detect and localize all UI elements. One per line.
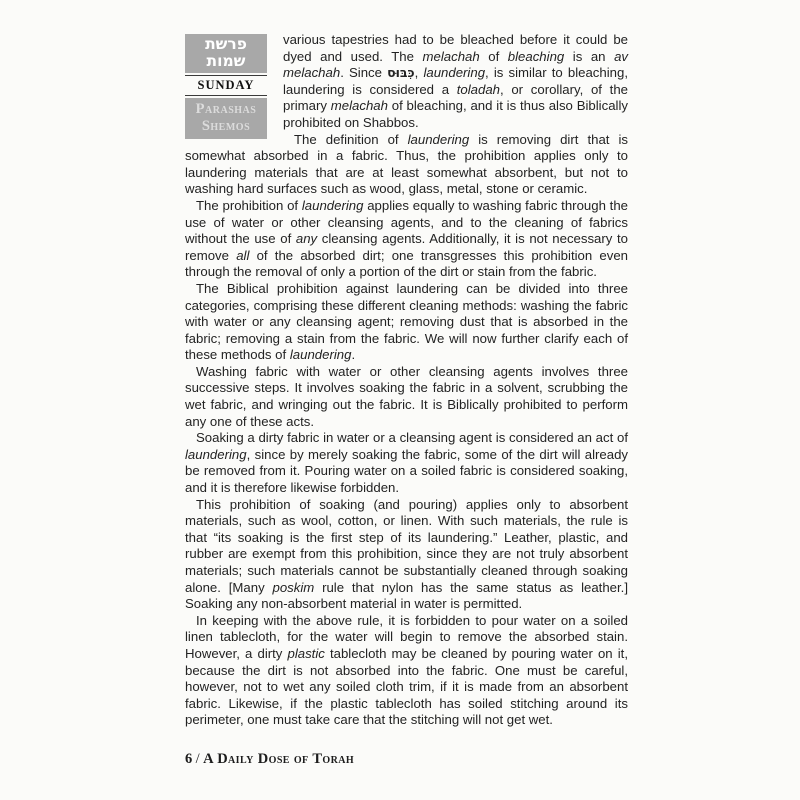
paragraph: This prohibition of soaking (and pouring) applies only to absorbent materials, such as wool, cotton, or linen. With such materials, the rule is that “its soaking is the first step of its laundering.” Leather, plastic, and rubber are exempt from this prohibition, since they are not truly absorbent materials; such materials cannot be substantially cleaned through soaking alone. [Many poskim rule that nylon has the same status as leather.] Soaking any non-absorbent material in water is permitted. [185, 496, 628, 612]
paragraph: Soaking a dirty fabric in water or a cleansing agent is considered an act of laundering, since by merely soaking the fabric, some of the dirt will already be removed from it. Pouring water on a soiled fabric is considered soaking, and it is therefore likewise forbidden. [185, 430, 628, 496]
paragraph: The prohibition of laundering applies equally to washing fabric through the use of water or other cleansing agents, and to the cleaning of fabrics without the use of any cleansing agents. Additionally, it is not necessary to remove all of the absorbed dirt; one transgresses this prohibition even through the removal of only a portion of the dirt or stain from the fabric. [185, 197, 629, 280]
parashah-english-line: Parashas [195, 101, 257, 117]
paragraph: various tapestries had to be bleached before it could be dyed and used. The melachah of bleaching is an av melachah. Since כִּבּוּס, laundering, is similar to bleaching, laundering is considered a toladah, or corollary, of the primary melachah of bleaching, and it is thus also Biblically prohibited on Shabbos. [283, 32, 629, 130]
page-footer [185, 751, 354, 768]
parashah-english-box [185, 98, 267, 139]
day-label: SUNDAY [197, 78, 255, 92]
article-text [185, 32, 628, 729]
paragraph: Washing fabric with water or other cleansing agents involves three successive steps. It involves soaking the fabric in a solvent, scrubbing the wet fabric, and wringing out the fabric. It is Biblically prohibited to perform any one of these acts. [185, 363, 628, 429]
parashah-hebrew-line: פרשת [205, 35, 247, 53]
divider [185, 75, 267, 76]
page-number: 6 [185, 751, 193, 767]
paragraph: The Biblical prohibition against laundering can be divided into three categories, comprising these different cleaning methods: washing the fabric with water or any cleansing agent; removing dust that is absorbed in the fabric; removing a stain from the fabric. We will now further clarify each of these methods of laundering. [185, 280, 628, 363]
divider [185, 95, 267, 96]
footer-separator: / [195, 751, 201, 767]
hebrew-term: כִּבּוּס [387, 65, 415, 81]
parashah-sidebar [185, 34, 267, 138]
parashah-english-line: Shemos [201, 118, 251, 134]
parashah-hebrew-box [185, 34, 267, 73]
book-title: A Daily Dose of Torah [203, 751, 355, 767]
paragraph: In keeping with the above rule, it is forbidden to pour water on a soiled linen tablecloth, for the water will begin to remove the absorbed stain. However, a dirty plastic tablecloth may be cleaned by pouring water on it, because the dirt is not absorbed into the fabric. One must be careful, however, not to wet any soiled cloth trim, if it is made from an absorbent fabric. Likewise, if the plastic tablecloth has soiled stitching around its perimeter, one must take care that the stitching will not get wet. [185, 612, 628, 728]
parashah-hebrew-line: שמות [206, 52, 246, 70]
paragraph: The definition of laundering is removing dirt that is somewhat absorbed in a fabric. Thus, the prohibition applies only to laundering materials that are at least somewhat absorbent, but not to washing hard surfaces such as wood, glass, metal, stone or ceramic. [185, 131, 628, 197]
